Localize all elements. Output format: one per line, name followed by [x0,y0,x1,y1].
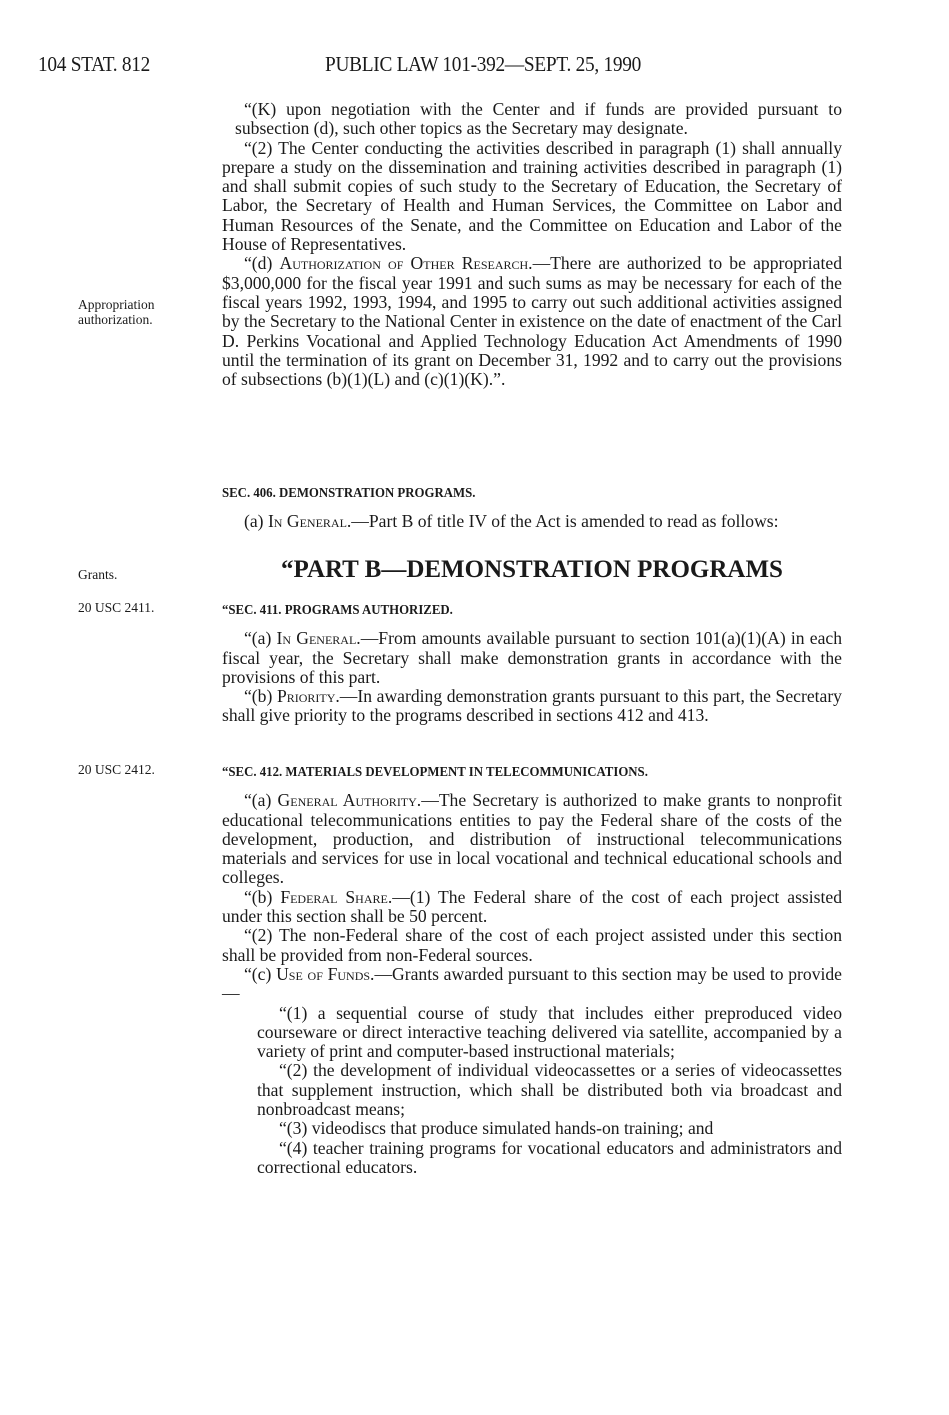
para-prefix: “(c) [244,963,277,984]
section-412-b [222,888,842,927]
section-412-c-item-2: “(2) the development of individual videocassettes or a series of videocassettes that supplement instruction, which shall be distributed both via broadcast and nonbroadcast means; [257,1060,842,1120]
paragraph-k: “(K) upon negotiation with the Center and if funds are provided pursuant to subsection (d), such other topics as the Secretary may designate. [235,99,842,139]
para-label: Use of Funds. [276,963,375,984]
para-label: Priority. [276,686,340,707]
body-block-2 [222,483,842,532]
para-text: —From amounts available pursuant to section 101(a)(1)(A) in each fiscal year, the Secretary shall make demonstration grants in accordance with the provisions of this part. [222,628,842,687]
section-412-c [222,965,842,1004]
body-block-4 [222,762,842,1177]
margin-note-usc-2412: 20 USC 2412. [78,762,155,777]
para-text: —(1) The Federal share of the cost of each project assisted under this section shall be 50 percent. [222,886,843,927]
para-text: —There are authorized to be appropriated $3,000,000 for the fiscal year 1991 and such sums as may be necessary for each of the fiscal years 1992, 1993, 1994, and 1995 to carry out such additional activities assigned by the Secretary to the National Center in existence on the date of enactment of the Carl D. Perkins Vocational and Applied Technology Education Act Amendments of 1990 until the termination of its grant on December 31, 1992 and to carry out the provisions of subsections (b)(1)(L) and (c)(1)(K).”. [222,253,842,390]
margin-note-usc-2411: 20 USC 2411. [78,600,155,615]
para-prefix: “(b) [244,686,277,707]
para-prefix: (a) [244,511,268,532]
paragraph-d [222,254,842,389]
section-412-c-item-1: “(1) a sequential course of study that includes either preproduced video courseware or direct interactive teaching delivered via satellite, accompanied by a variety of print and computer-based instructional materials; [257,1002,842,1062]
section-406-heading: SEC. 406. DEMONSTRATION PROGRAMS. [222,485,476,500]
section-406-a [222,512,842,531]
para-text: —Grants awarded pursuant to this section may be used to provide— [222,963,842,1004]
para-prefix: “(a) [244,790,278,811]
part-b-block [222,556,842,583]
margin-note-appropriation [78,297,155,327]
body-block-1 [222,100,842,389]
stat-page-number: 104 STAT. 812 [38,52,151,76]
para-label: In General. [267,511,352,532]
section-411-b [222,687,842,726]
body-block-3 [222,600,842,726]
section-412-c-item-4: “(4) teacher training programs for vocational educators and administrators and correctional educators. [257,1137,842,1177]
paragraph-2: “(2) The Center conducting the activities described in paragraph (1) shall annually prepare a study on the dissemination and training activities described in paragraph (1) and shall submit copies of such study to the Secretary of Education, the Secretary of Labor, the Secretary of Health and Human Services, the Committee on Labor and Human Resources of the Senate, and the Committee on Education and Labor of the House of Representatives. [222,137,842,255]
para-prefix: “(d) [244,253,280,274]
margin-note-grants: Grants. [78,567,118,582]
para-prefix: “(b) [244,886,281,907]
law-title: PUBLIC LAW 101-392—SEPT. 25, 1990 [325,52,642,76]
section-411-a [222,629,842,687]
margin-note-line: authorization. [78,312,153,327]
para-label: In General. [276,628,361,649]
para-text: —Part B of title IV of the Act is amended to read as follows: [351,511,779,532]
section-411-heading: “SEC. 411. PROGRAMS AUTHORIZED. [222,602,453,617]
para-label: General Authority. [277,790,422,811]
para-label: Authorization of Other Research. [279,253,533,274]
part-b-heading: “PART B—DEMONSTRATION PROGRAMS [281,556,783,583]
para-label: Federal Share. [280,886,393,907]
para-prefix: “(a) [244,628,277,649]
section-412-b2: “(2) The non-Federal share of the cost of each project assisted under this section shall be provided from non-Federal sources. [222,925,842,965]
para-text: —In awarding demonstration grants pursuant to this part, the Secretary shall give priority to the programs described in sections 412 and 413. [222,686,842,726]
section-412-a [222,791,842,887]
para-text: —The Secretary is authorized to make grants to nonprofit educational telecommunications entities to pay the Federal share of the costs of the development, production, and distribution of instructional telecommunications materials and services for use in local vocational and technical educational schools and colleges. [222,790,843,888]
section-412-heading: “SEC. 412. MATERIALS DEVELOPMENT IN TELECOMMUNICATIONS. [222,764,648,779]
section-412-c-item-3: “(3) videodiscs that produce simulated hands-on training; and [279,1118,714,1139]
margin-note-line: Appropriation [78,297,155,312]
